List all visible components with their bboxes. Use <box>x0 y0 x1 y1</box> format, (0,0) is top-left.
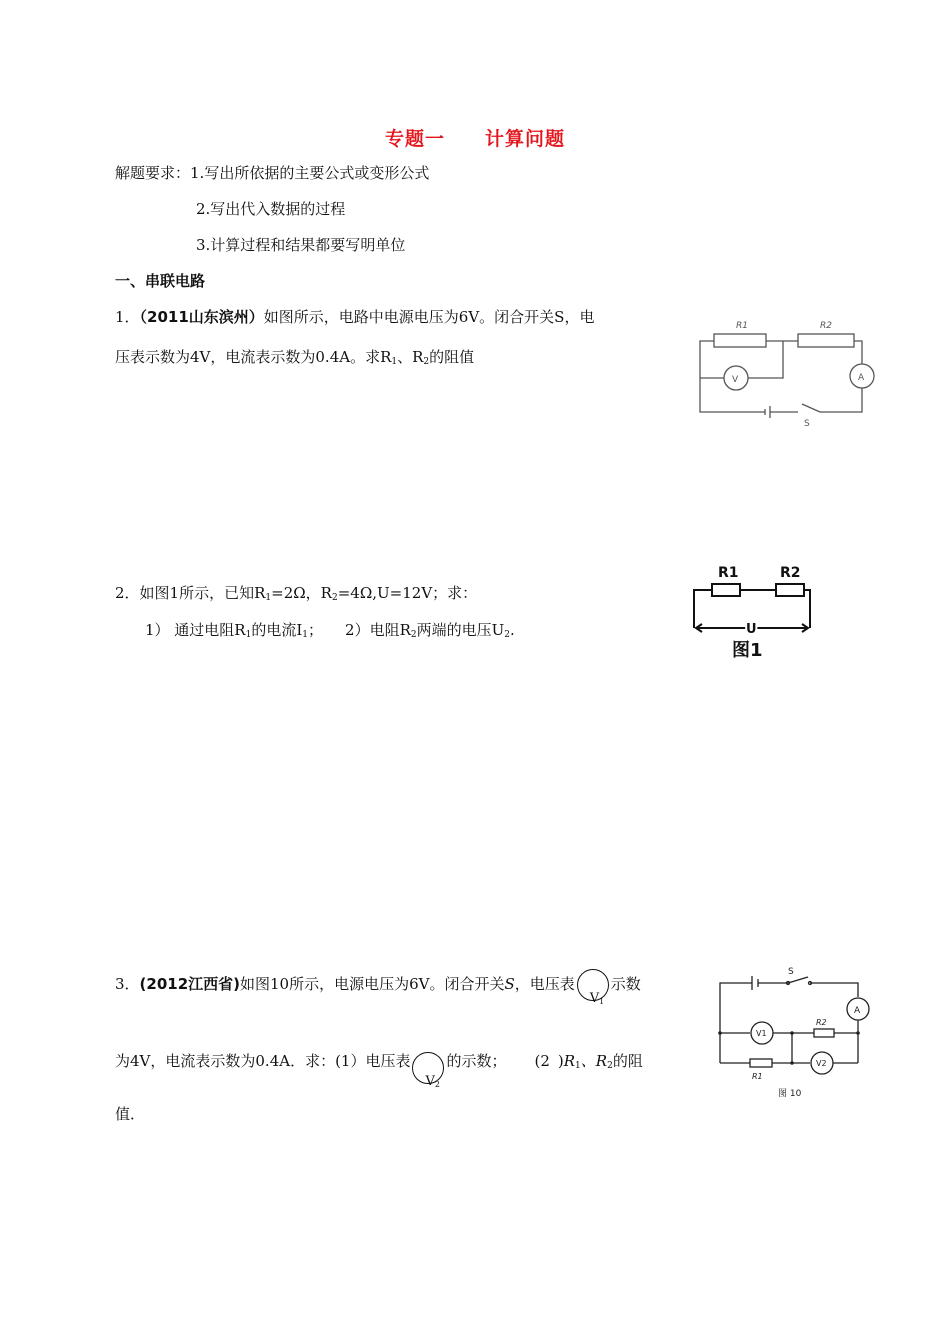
q3-line1 <box>115 969 641 1006</box>
q3-line2 <box>115 1046 643 1089</box>
q1-circuit-diagram <box>690 308 890 430</box>
q2-part2c: . <box>510 621 515 639</box>
q1-fig-a: A <box>858 373 865 383</box>
q3-source: (2012江西省) <box>139 975 241 993</box>
q1-fig-r1: R1 <box>736 321 748 331</box>
q3-text2f: 、R <box>580 1052 608 1070</box>
q1-sub1: 1 <box>391 357 398 367</box>
q3-text2c: (2 <box>534 1052 550 1070</box>
q3-v1-sub: 1 <box>599 997 605 1006</box>
q2-circuit-diagram <box>688 558 818 662</box>
q3-r-sub1: 1 <box>575 1061 581 1071</box>
q1-text1: 如图所示，电路中电源电压为6V。闭合开关S，电 <box>263 308 595 326</box>
q3-fig-a: A <box>854 1006 861 1016</box>
q3-v2-label: V <box>425 1074 435 1089</box>
q2-fig-caption: 图1 <box>732 640 763 661</box>
q2-fig-r1: R1 <box>718 565 739 581</box>
q1-fig-v: V <box>732 375 739 385</box>
q3-r-sub2: 2 <box>607 1061 613 1071</box>
title-part2: 计算问题 <box>485 128 566 150</box>
q3-line3: 值． <box>115 1105 146 1123</box>
q3-circuit-diagram <box>712 965 882 1105</box>
q1-line2 <box>115 347 474 372</box>
requirement-1: 1.写出所依据的主要公式或变形公式 <box>190 164 430 182</box>
q2-sub1: 1 <box>265 593 272 603</box>
q3-text2d: ) <box>557 1052 564 1070</box>
q3-switch <box>788 977 808 983</box>
q2-text1c: =4Ω,U=12V；求： <box>337 584 478 602</box>
q3-fig-r2: R2 <box>816 1018 827 1027</box>
requirement-2: 2.写出代入数据的过程 <box>196 200 346 218</box>
q3-resistor-r2 <box>814 1029 834 1037</box>
q3-text1a: 如图10所示，电源电压为6V。闭合开关 <box>240 975 505 993</box>
q2-fig-u: U <box>746 622 757 637</box>
q1-text2c: 的阻值 <box>429 348 475 366</box>
q1-fig-r2: R2 <box>820 321 832 331</box>
q3-fig-v2: V2 <box>816 1059 827 1068</box>
q3-fig-r1: R1 <box>752 1072 763 1081</box>
q2-number: 2． <box>115 584 140 602</box>
q1-switch <box>802 404 820 412</box>
q3-text1c: 示数 <box>610 975 641 993</box>
q3-text2a: 为4V，电流表示数为0.4A．求：(1）电压表 <box>115 1052 411 1070</box>
q1-sub2: 2 <box>423 357 430 367</box>
q3-resistor-r1 <box>750 1059 772 1067</box>
q2-part1a: 1） 通过电阻R <box>145 621 246 639</box>
q1-text2b: 、R <box>397 348 424 366</box>
q2-line2 <box>145 620 515 645</box>
q2-part2-sub1: 2 <box>410 630 417 640</box>
q3-text2e: R <box>563 1052 576 1070</box>
q3-switch-s: S <box>504 975 515 993</box>
q3-fig-v1: V1 <box>756 1029 767 1038</box>
q2-part1-sub2: 1 <box>302 630 309 640</box>
title-part1: 专题一 <box>384 128 445 150</box>
requirement-3: 3.计算过程和结果都要写明单位 <box>196 236 406 254</box>
q3-voltmeter-v1-icon <box>577 969 609 1006</box>
q2-part1c: ； <box>308 621 324 639</box>
q2-part1-sub1: 1 <box>245 630 252 640</box>
q1-resistor-r1 <box>714 334 766 347</box>
page-title <box>0 124 950 151</box>
q2-resistor-r2 <box>776 584 804 596</box>
q2-part1b: 的电流I <box>251 621 303 639</box>
q3-voltmeter-v2-icon <box>412 1052 444 1089</box>
requirements-label: 解题要求： <box>115 164 191 182</box>
q3-number: 3． <box>115 975 140 993</box>
q1-resistor-r2 <box>798 334 854 347</box>
q2-sub2: 2 <box>331 593 338 603</box>
q3-fig-s: S <box>788 967 794 977</box>
q2-resistor-r1 <box>712 584 740 596</box>
q2-text1b: =2Ω，R <box>271 584 332 602</box>
requirements-line1 <box>115 163 429 183</box>
q3-fig-caption: 图 10 <box>778 1089 802 1099</box>
q2-part2b: 两端的电压U <box>416 621 505 639</box>
q2-text1a: 如图1所示，已知R <box>139 584 266 602</box>
q3-text2g: 的阻 <box>612 1052 643 1070</box>
q1-number: 1． <box>115 308 140 326</box>
q1-text2a: 压表示数为4V，电流表示数为0.4A。求R <box>115 348 392 366</box>
q2-part2-sub2: 2 <box>504 630 510 640</box>
q3-text2b: 的示数； <box>446 1052 507 1070</box>
q2-fig-r2: R2 <box>780 565 801 581</box>
section-heading-series: 一、串联电路 <box>115 272 206 290</box>
q3-text1b: ，电压表 <box>514 975 575 993</box>
q1-fig-s: S <box>804 419 810 429</box>
q1-line1 <box>115 307 594 327</box>
q2-part2a: 2）电阻R <box>345 621 411 639</box>
q3-v2-sub: 2 <box>434 1080 440 1089</box>
q3-v1-label: V <box>589 991 600 1006</box>
q2-line1 <box>115 583 477 608</box>
q1-source: （2011山东滨州） <box>139 308 264 326</box>
